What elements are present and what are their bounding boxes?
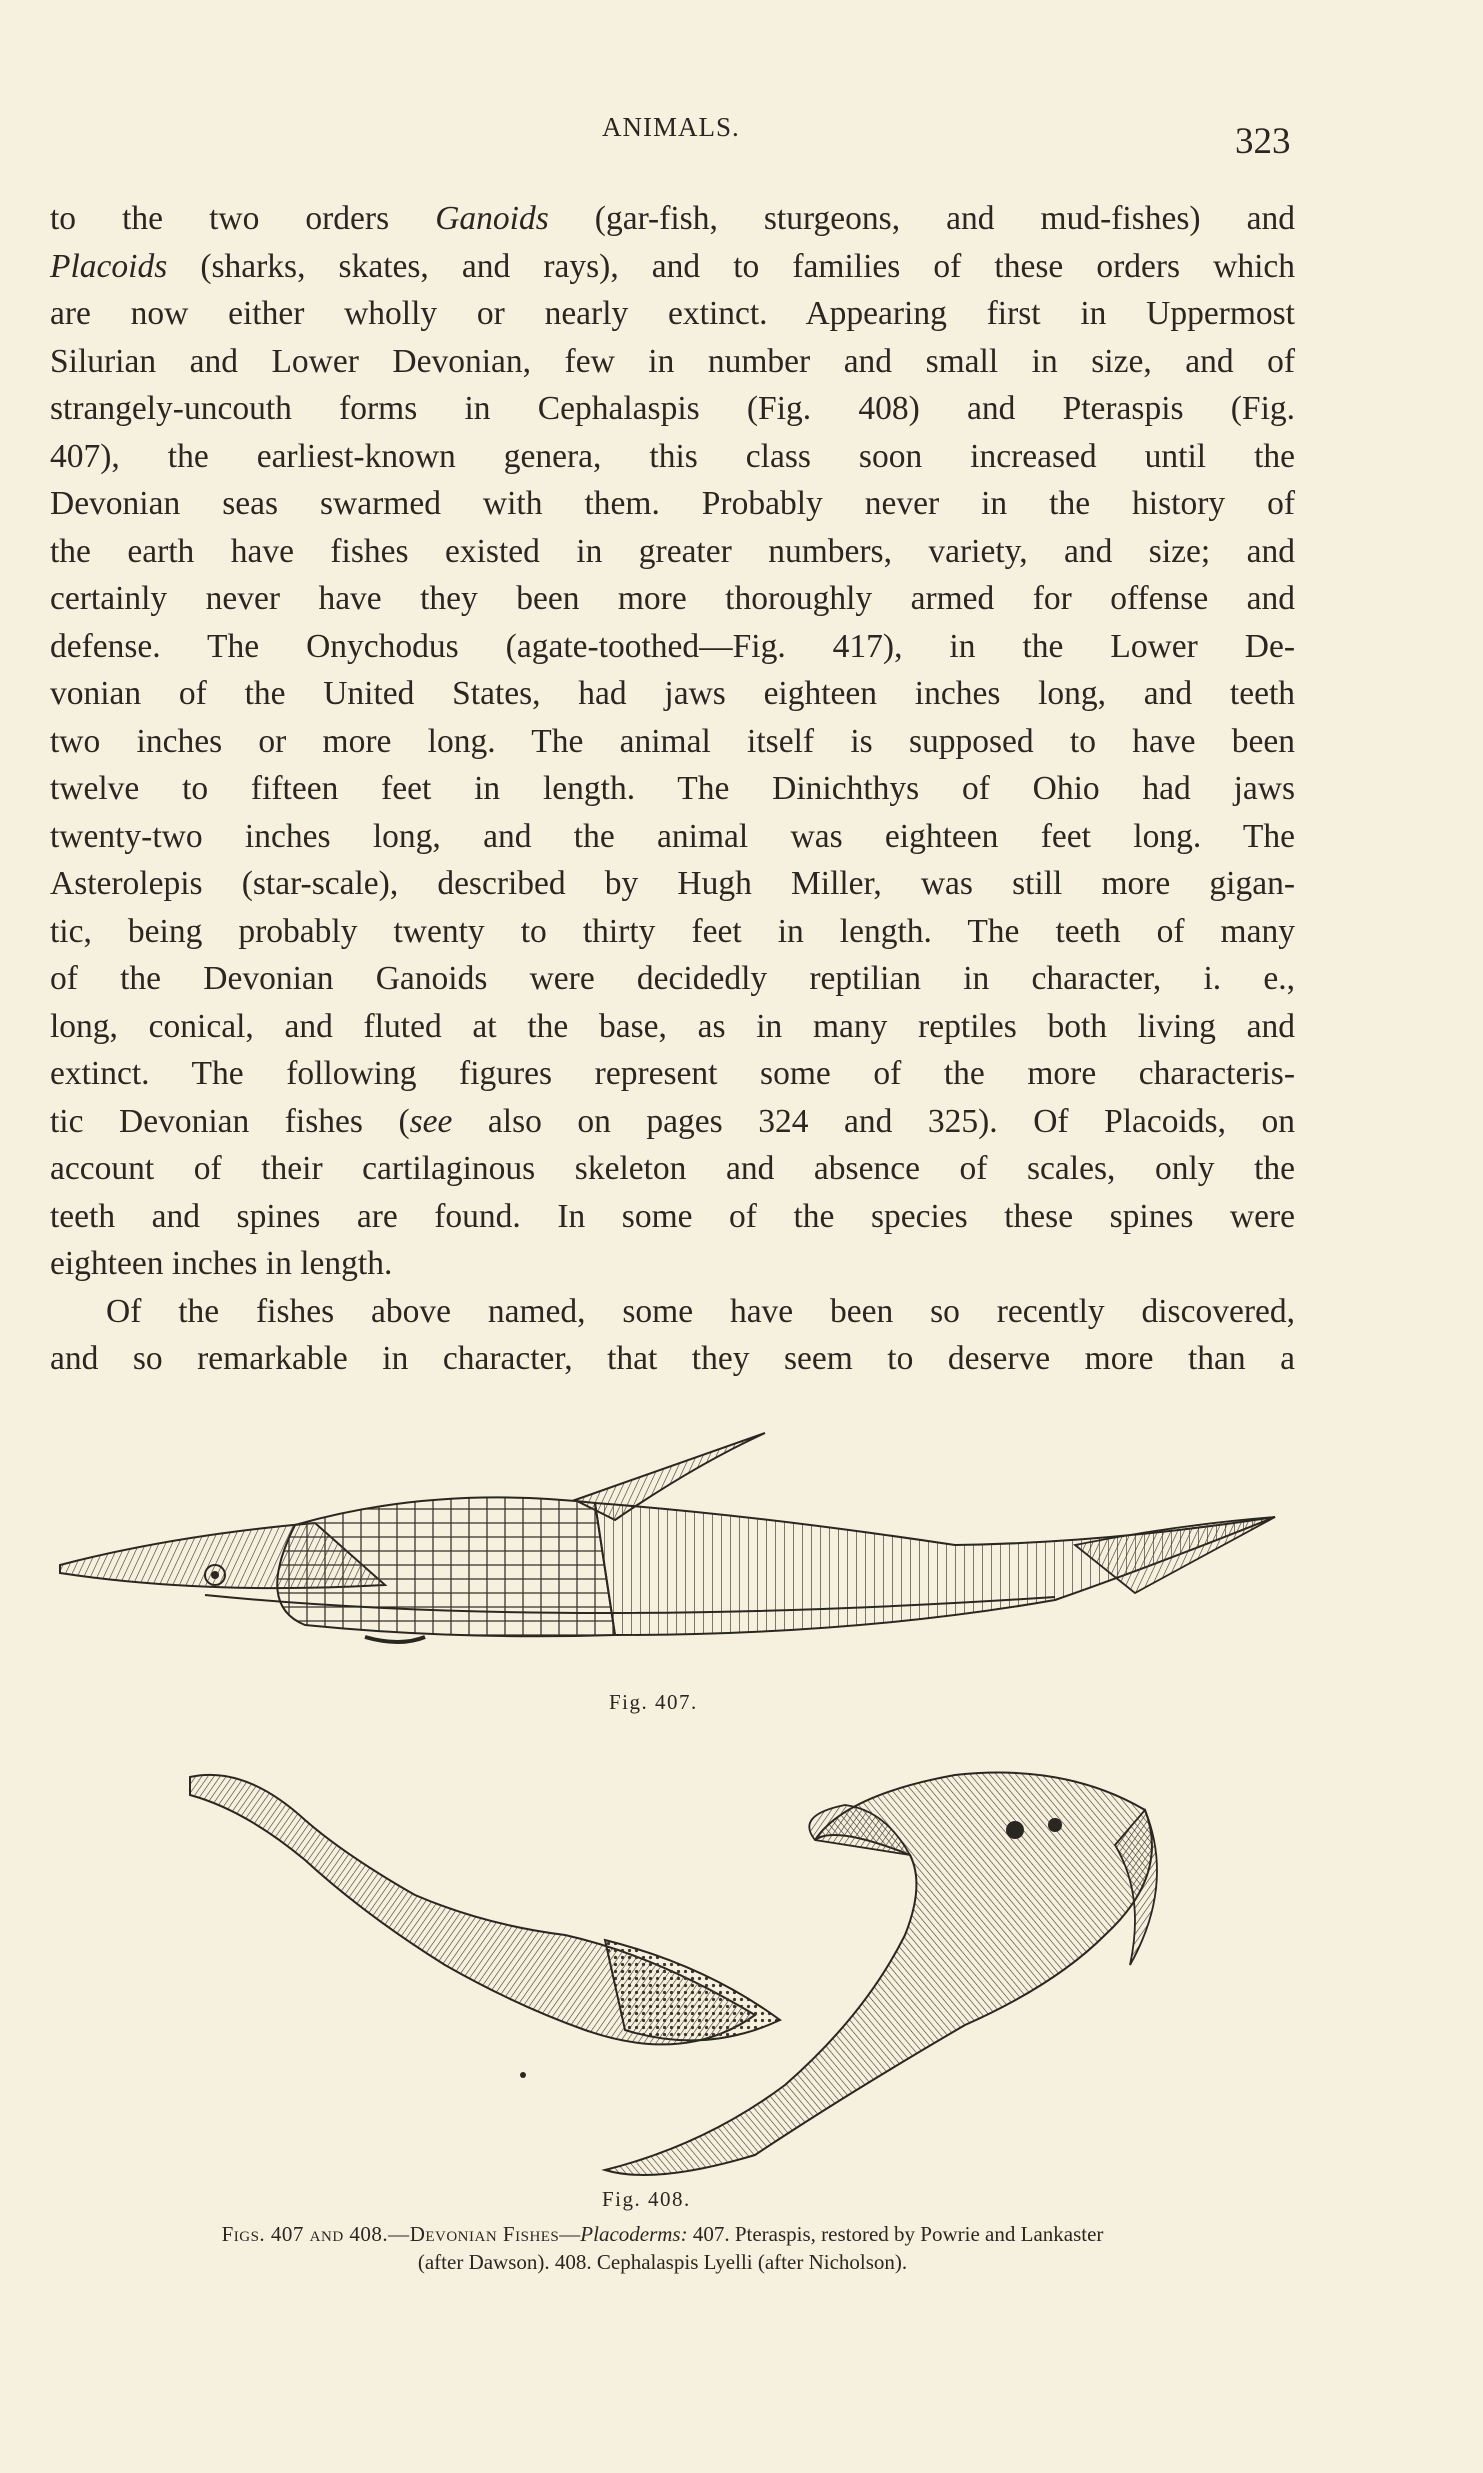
running-title: ANIMALS. [602,112,740,142]
text-line: certainly never have they been more thoroughly armed for offense and [50,580,1295,617]
text-line: twenty-two inches long, and the animal was eighteen feet long. The [50,817,1295,855]
text-line: two inches or more long. The animal itself is supposed to have been [50,722,1295,760]
figure-407-pteraspis [55,1425,1285,1685]
text-line: the earth have fishes existed in greater numbers, variety, and size; and [50,532,1295,570]
text-line: of the Devonian Ganoids were decidedly reptilian in character, i. e., [50,960,1295,997]
running-head [0,112,1483,162]
caption-lead: Figs. 407 and 408.— [221,2222,410,2246]
text-line: defense. The Onychodus (agate-toothed—Fig. 417), in the Lower De- [50,627,1295,665]
text-line: Devonian seas swarmed with them. Probably never in the history of [50,485,1295,522]
text-line: Asterolepis (star-scale), described by Hugh Miller, was still more gigan- [50,865,1295,902]
body-text [50,195,1295,1383]
text-line: extinct. The following figures represent some of the more characteris- [50,1055,1295,1092]
text-line: vonian of the United States, had jaws eighteen inches long, and teeth [50,675,1295,712]
figure-408-label: Fig. 408. [602,2187,691,2211]
text-line: tic Devonian fishes (see also on pages 324 and 325). Of Placoids, on [50,1102,1295,1140]
text-line: 407), the earliest-known genera, this class soon increased until the [50,437,1295,475]
caption-title: Devonian Fishes [409,2222,560,2246]
text-line: twelve to fifteen feet in length. The Dinichthys of Ohio had jaws [50,770,1295,807]
text-line: Of the fishes above named, some have been so recently discovered, [106,1292,1295,1330]
cephalaspis-illustration [185,1765,1165,2185]
text-line: to the two orders Ganoids (gar-fish, sturgeons, and mud-fishes) and [50,200,1295,237]
text-line: and so remarkable in character, that they seem to deserve more than a [50,1340,1295,1377]
figure-caption: Figs. 407 and 408.—Devonian Fishes—Placoderms: 407. Pteraspis, restored by Powrie and Lankaster (after Dawson). 408. Cephalaspis Lyelli (after Nicholson). [221,2222,1104,2274]
figure-408-cephalaspis [185,1765,1165,2185]
text-line: Silurian and Lower Devonian, few in number and small in size, and of [50,342,1295,380]
text-line: account of their cartilaginous skeleton and absence of scales, only the [50,1150,1295,1187]
text-line: strangely-uncouth forms in Cephalaspis (Fig. 408) and Pteraspis (Fig. [50,390,1295,427]
pteraspis-illustration [55,1425,1285,1685]
caption-subtitle: Placoderms: [580,2222,688,2246]
page-number: 323 [1235,121,1291,162]
text-line: are now either wholly or nearly extinct. Appearing first in Uppermost [50,295,1295,332]
text-line: eighteen inches in length. [50,1245,393,1282]
text-line: tic, being probably twenty to thirty feet in length. The teeth of many [50,912,1295,950]
text-line: long, conical, and fluted at the base, as in many reptiles both living and [50,1007,1295,1045]
text-line: Placoids (sharks, skates, and rays), and to families of these orders which [50,247,1295,285]
figure-407-label: Fig. 407. [609,1690,698,1714]
text-line: teeth and spines are found. In some of the species these spines were [50,1197,1295,1235]
